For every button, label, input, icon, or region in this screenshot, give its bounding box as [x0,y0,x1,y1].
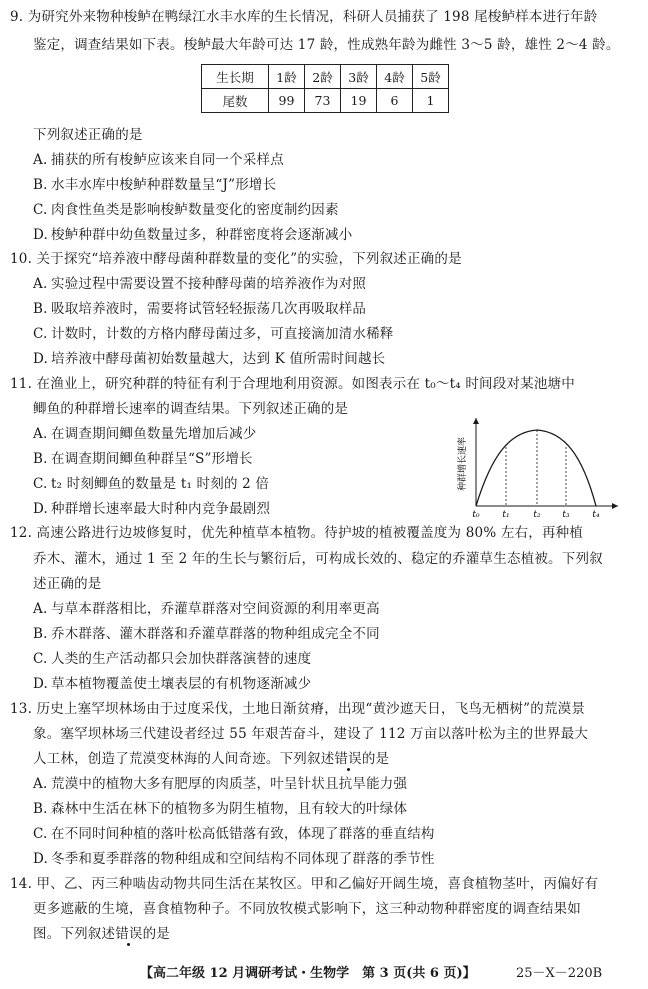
option-text: 在调查期间鲫鱼数量先增加后减少 [51,426,257,442]
q9-option-d [33,225,352,245]
option-text: 森林中生活在林下的植物多为阴生植物，且有较大的叶绿体 [51,801,408,817]
option-label: A. [33,776,48,792]
q10-option-c [33,324,394,344]
q13-option-a [33,774,407,794]
table-row [202,65,449,89]
option-text: 吸取培养液时，需要将试管轻轻振荡几次再吸取样品 [51,301,367,317]
option-text: 种群增长速率最大时种内竞争最剧烈 [51,501,271,517]
q12-option-c [33,649,311,669]
option-label: C. [33,326,48,342]
y-axis-arrow [473,418,479,424]
table-cell: 2龄 [305,65,341,89]
option-label: D. [33,676,49,692]
table-cell: 5龄 [413,65,449,89]
option-text: 实验过程中需要设置不接种酵母菌的培养液作为对照 [51,276,367,292]
option-text: 草本植物覆盖使土壤表层的有机物逐渐减少 [51,676,312,692]
option-label: B. [33,301,48,317]
option-text: 计数时，计数的方格内酵母菌过多，可直接滴加清水稀释 [51,326,394,342]
q11-option-b [33,449,253,469]
table-cell: 3龄 [341,65,377,89]
option-label: D. [33,501,49,517]
tick-t1: t₁ [502,510,510,520]
option-text: 在调查期间鲫鱼种群呈“S”形增长 [51,451,253,467]
q9-stem-line1: 9. 为研究外来物种梭鲈在鸭绿江水丰水库的生长情况，科研人员捕获了 198 尾梭鲈样本进行年龄 [10,9,598,25]
emphasis-text: 错误 [334,751,362,767]
q12-stem-line3: 述正确的是 [33,576,102,592]
footer-exam-title: 【高二年级 12 月调研考试・生物学 第 3 页(共 6 页)】 [140,966,476,981]
q9-option-c [33,200,339,220]
q14-stem-line3 [33,924,170,944]
option-label: A. [33,601,48,617]
q11-stem-line2: 鲫鱼的种群增长速率的调查结果。下列叙述正确的是 [33,401,349,417]
q11-option-d [33,499,270,519]
tick-t0: t₀ [472,510,480,520]
table-row [202,89,449,113]
footer-paper-code: 25－X－220B [516,966,603,981]
option-label: B. [33,177,48,193]
q13-stem-line2: 象。塞罕坝林场三代建设者经过 55 年艰苦奋斗，建设了 112 万亩以落叶松为主的世界最大 [33,726,589,742]
option-text: 肉食性鱼类是影响梭鲈数量变化的密度制约因素 [51,202,339,218]
stem-text: 的是 [142,926,171,942]
stem-text: 的是 [361,751,390,767]
growth-rate-figure [452,414,622,520]
option-text: 在不同时间种植的落叶松高低错落有致，体现了群落的垂直结构 [51,826,435,842]
q12-option-b [33,624,380,644]
tick-t3: t₃ [562,510,570,520]
option-text: 乔木群落、灌木群落和乔灌草群落的物种组成完全不同 [51,626,380,642]
q12-stem-line1: 12. 高速公路进行边坡修复时，优先种植草本植物。待护坡的植被覆盖度为 80% 左右，再种植 [10,525,584,541]
option-label: C. [33,826,48,842]
option-text: 捕获的所有梭鲈应该来自同一个采样点 [51,152,284,168]
option-label: D. [33,851,49,867]
option-label: A. [33,276,48,292]
option-text: 人类的生产活动都只会加快群落演替的速度 [51,651,312,667]
option-text: 水丰水库中梭鲈种群数量呈“J”形增长 [51,177,277,193]
option-label: A. [33,426,48,442]
y-axis-label: 种群增长速率 [458,436,468,492]
q13-option-d [33,849,435,869]
q11-option-c [33,474,269,494]
option-label: B. [33,626,48,642]
option-text: 梭鲈种群中幼鱼数量过多，种群密度将会逐渐减小 [51,227,353,243]
table-cell: 1龄 [269,65,305,89]
q12-option-d [33,674,311,694]
q12-stem-line2: 乔木、灌木，通过 1 至 2 年的生长与繁衍后，可构成长效的、稳定的乔灌草生态植被。下列叙 [33,551,603,567]
q13-option-c [33,824,435,844]
option-label: C. [33,651,48,667]
q11-option-a [33,424,257,444]
option-text: 冬季和夏季群落的物种组成和空间结构不同体现了群落的季节性 [51,851,435,867]
option-label: C. [33,202,48,218]
q11-stem-line1: 11. 在渔业上，研究种群的特征有利于合理地利用资源。如图表示在 t₀～t₄ 时间段对某池塘中 [10,376,575,392]
q13-stem-line1: 13. 历史上塞罕坝林场由于过度采伐，土地日渐贫瘠，出现“黄沙遮天日，飞鸟无栖树”的荒漠景 [10,701,586,717]
table-header-cell: 生长期 [202,65,269,89]
table-cell: 4龄 [377,65,413,89]
q14-stem-line1: 14. 甲、乙、丙三种啮齿动物共同生活在某牧区。甲和乙偏好开阔生境，喜食植物茎叶，丙偏好有 [10,876,599,892]
page-footer [0,962,648,982]
table-header-cell: 尾数 [202,89,269,113]
q9-prompt: 下列叙述正确的是 [33,127,143,143]
q10-stem: 10. 关于探究“培养液中酵母菌种群数量的变化”的实验，下列叙述正确的是 [10,251,462,267]
q9-option-b [33,175,276,195]
q12-option-a [33,599,380,619]
table-cell: 1 [413,89,449,113]
q10-option-d [33,349,385,369]
growth-rate-curve [476,430,596,506]
option-label: D. [33,227,49,243]
q13-option-b [33,799,407,819]
q10-option-a [33,274,366,294]
option-label: B. [33,451,48,467]
option-text: t₂ 时刻鲫鱼的数量是 t₁ 时刻的 2 倍 [51,476,270,492]
table-cell: 99 [269,89,305,113]
q13-stem-line3 [33,749,389,769]
q9-age-table [201,64,449,113]
q9-stem-line2: 鉴定，调查结果如下表。梭鲈最大年龄可达 17 龄，性成熟年龄为雌性 3～5 龄，雄性 2～4 龄。 [33,37,620,53]
option-label: C. [33,476,48,492]
x-axis-arrow [612,503,618,509]
table-cell: 6 [377,89,413,113]
q10-option-b [33,299,366,319]
table-cell: 19 [341,89,377,113]
q14-stem-line2: 更多遮蔽的生境，喜食植物种子。不同放牧模式影响下，这三种动物种群密度的调查结果如 [33,901,581,917]
tick-t4: t₄ [592,510,600,520]
option-label: A. [33,152,48,168]
q9-option-a [33,150,284,170]
option-label: B. [33,801,48,817]
table-cell: 73 [305,89,341,113]
emphasis-text: 错误 [115,926,143,942]
stem-text: 人工林，创造了荒漠变林海的人间奇迹。下列叙述 [33,751,335,767]
option-label: D. [33,351,49,367]
option-text: 培养液中酵母菌初始数量越大，达到 K 值所需时间越长 [51,351,386,367]
tick-t2: t₂ [533,510,541,520]
option-text: 荒漠中的植物大多有肥厚的肉质茎，叶呈针状且抗旱能力强 [51,776,408,792]
option-text: 与草本群落相比，乔灌草群落对空间资源的利用率更高 [51,601,380,617]
stem-text: 图。下列叙述 [33,926,116,942]
